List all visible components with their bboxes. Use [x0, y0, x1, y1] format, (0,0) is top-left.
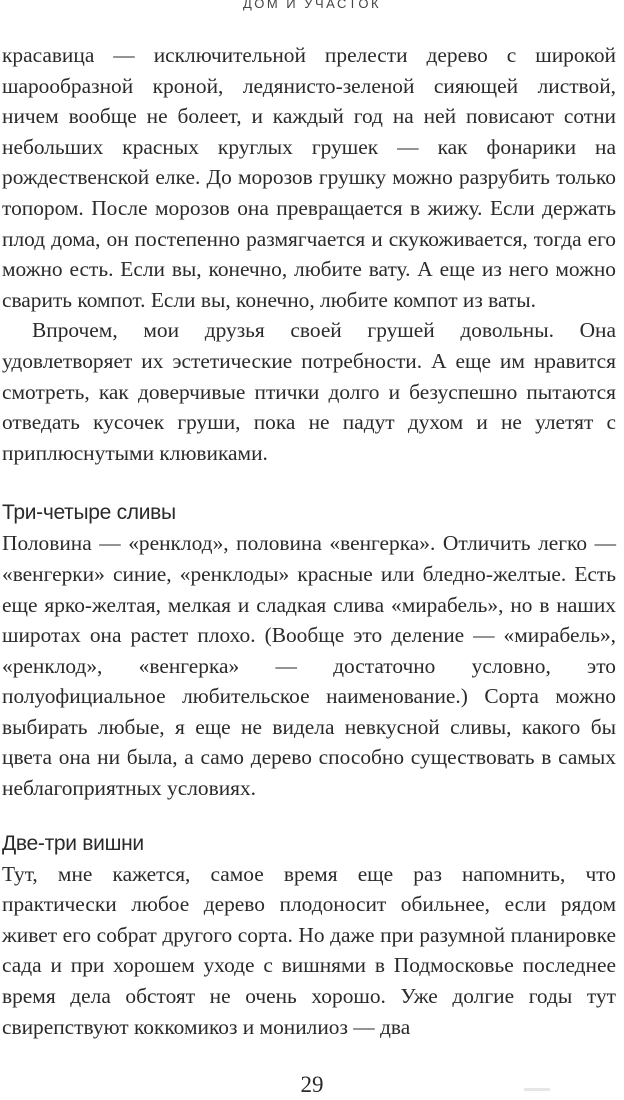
running-header: ДОМ И УЧАСТОК [242, 0, 382, 11]
section-heading-plums: Три-четыре сливы [2, 501, 176, 525]
page-number: 29 [300, 1072, 324, 1097]
page-corner-mark [524, 1088, 550, 1091]
paragraph-plums: Половина — «ренклод», половина «венгерка». Отличить легко — «венгерки» синие, «ренклоды» красные или бледно-желтые. Есть еще ярко-желтая, мелкая и сладкая слива «мирабель», но в наших широтах она растет плохо. (Вообще это деление — «мирабель», «ренклод», «венгерка» — достаточно условно, это полуофициальное любительское наименование.) Сорта можно выбирать любые, я еще не видела невкусной сливы, какого бы цвета она ни была, а само дерево способно существовать в самых неблагоприятных условиях. [2, 531, 616, 801]
section-heading-cherries: Две-три вишни [2, 831, 144, 855]
paragraph-pear-description: красавица — исключительной прелести дерево с широкой шарообразной кроной, ледянисто-зеленой сияющей листвой, ничем вообще не болеет, и каждый год на ней повисают сотни небольших красных круглых грушек — как фонарики на рождественской елке. До морозов грушку можно разрубить только топором. После морозов она превращается в жижу. Если держать плод дома, он постепенно размягчается и скукоживается, тогда его можно есть. Если вы, конечно, любите вату. А еще из него можно сварить компот. Если вы, конечно, любите компот из ваты. [2, 43, 616, 312]
paragraph-cherries: Тут, мне кажется, самое время еще раз напомнить, что практически любое дерево плодоносит обильнее, если рядом живет его собрат другого сорта. Но даже при разумной планировке сада и при хорошем уходе с вишнями в Подмосковье последнее время дела обстоят не очень хорошо. Уже долгие годы тут свирепствуют коккомикоз и монилиоз — два [2, 861, 616, 1039]
paragraph-friends-pear: Впрочем, мои друзья своей грушей довольны. Она удовлетворяет их эстетические потребности. А еще им нравится смотреть, как доверчивые птички долго и безуспешно пытаются отведать кусочек груши, пока не падут духом и не улетят с приплюснутыми клювиками. [2, 318, 616, 465]
page-body [2, 40, 616, 1042]
